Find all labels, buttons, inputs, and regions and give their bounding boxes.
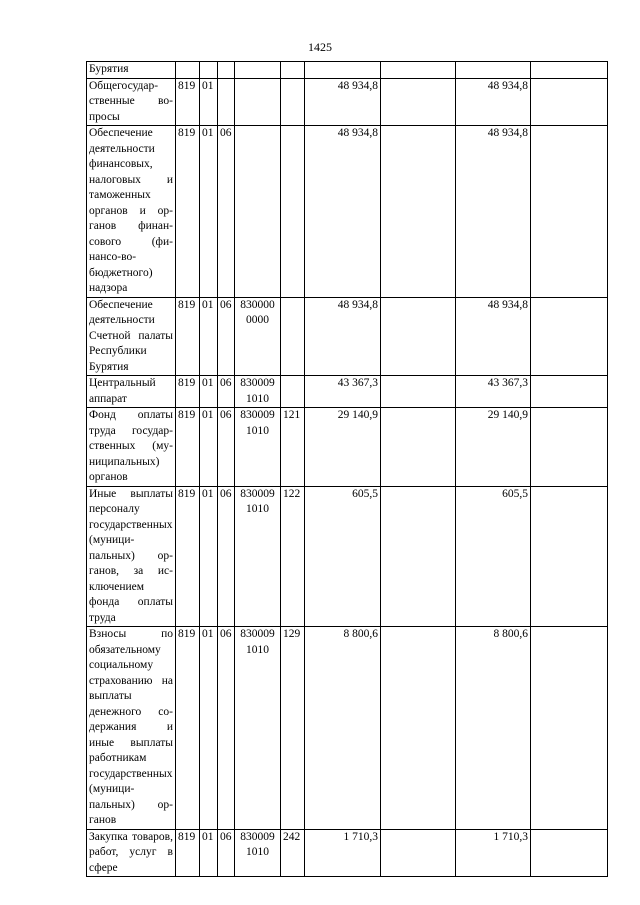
row-sum1-cell: 48 934,8 xyxy=(305,297,381,376)
row-sum2-cell xyxy=(381,126,456,298)
row-sum2-cell xyxy=(381,78,456,126)
row-pr-cell: 06 xyxy=(218,829,235,877)
row-name-cell: Обеспечение деятельности Счетной палаты Республики Бурятия xyxy=(87,297,176,376)
row-sum1-cell: 29 140,9 xyxy=(305,408,381,487)
row-sum2-cell xyxy=(381,486,456,627)
row-csr-cell: 830009 1010 xyxy=(235,376,281,408)
row-vr-cell xyxy=(281,126,305,298)
row-sum4-cell xyxy=(531,376,608,408)
row-sum2-cell xyxy=(381,376,456,408)
row-csr-cell: 830009 1010 xyxy=(235,627,281,830)
row-gr-cell: 819 xyxy=(176,486,200,627)
table-cell xyxy=(531,62,608,79)
page-number: 1425 xyxy=(308,40,332,54)
row-name-cell: Фонд оплаты труда государственных (муниципальных) органов xyxy=(87,408,176,487)
row-gr-cell: 819 xyxy=(176,408,200,487)
budget-table xyxy=(86,61,608,877)
row-vr-cell: 122 xyxy=(281,486,305,627)
row-csr-cell: 830009 1010 xyxy=(235,486,281,627)
table-row xyxy=(87,486,608,627)
row-sum2-cell xyxy=(381,408,456,487)
row-vr-cell: 242 xyxy=(281,829,305,877)
row-sum2-cell xyxy=(381,627,456,830)
row-gr-cell: 819 xyxy=(176,627,200,830)
row-sum1-cell: 43 367,3 xyxy=(305,376,381,408)
row-pr-cell: 06 xyxy=(218,408,235,487)
row-gr-cell: 819 xyxy=(176,297,200,376)
row-pr-cell: 06 xyxy=(218,627,235,830)
table-row xyxy=(87,627,608,830)
table-row xyxy=(87,408,608,487)
row-vr-cell: 129 xyxy=(281,627,305,830)
table-row xyxy=(87,126,608,298)
table-cell xyxy=(305,62,381,79)
row-gr-cell: 819 xyxy=(176,376,200,408)
row-rz-cell: 01 xyxy=(200,627,218,830)
table-cell xyxy=(218,62,235,79)
region-cell: Бурятия xyxy=(87,62,176,79)
row-pr-cell xyxy=(218,78,235,126)
row-gr-cell: 819 xyxy=(176,126,200,298)
row-rz-cell: 01 xyxy=(200,297,218,376)
row-vr-cell xyxy=(281,78,305,126)
row-sum1-cell: 1 710,3 xyxy=(305,829,381,877)
table-cell xyxy=(235,62,281,79)
row-csr-cell xyxy=(235,78,281,126)
row-sum3-cell: 1 710,3 xyxy=(456,829,531,877)
row-gr-cell: 819 xyxy=(176,78,200,126)
row-name-cell: Закупка товаров, работ, услуг в сфере xyxy=(87,829,176,877)
row-vr-cell xyxy=(281,376,305,408)
row-sum4-cell xyxy=(531,78,608,126)
row-sum3-cell: 48 934,8 xyxy=(456,297,531,376)
table-row xyxy=(87,297,608,376)
table-row xyxy=(87,78,608,126)
row-name-cell: Взносы по обязательному социальному страхованию на выплаты денежного содержания и иные выплаты работникам государственных (муниципальных) органов xyxy=(87,627,176,830)
table-row xyxy=(87,376,608,408)
row-sum3-cell: 605,5 xyxy=(456,486,531,627)
row-name-cell: Центральный аппарат xyxy=(87,376,176,408)
table-row xyxy=(87,829,608,877)
row-csr-cell xyxy=(235,126,281,298)
row-sum3-cell: 8 800,6 xyxy=(456,627,531,830)
row-pr-cell: 06 xyxy=(218,297,235,376)
table-cell xyxy=(381,62,456,79)
table-header-row xyxy=(87,62,608,79)
row-rz-cell: 01 xyxy=(200,408,218,487)
row-csr-cell: 830009 1010 xyxy=(235,829,281,877)
table-cell xyxy=(281,62,305,79)
row-pr-cell: 06 xyxy=(218,486,235,627)
row-vr-cell xyxy=(281,297,305,376)
row-sum1-cell: 8 800,6 xyxy=(305,627,381,830)
row-sum2-cell xyxy=(381,297,456,376)
table-cell xyxy=(200,62,218,79)
row-rz-cell: 01 xyxy=(200,78,218,126)
row-name-cell: Иные выплаты персоналу государственных (муниципальных) органов, за исключением фонда оплаты труда xyxy=(87,486,176,627)
row-sum3-cell: 48 934,8 xyxy=(456,78,531,126)
row-sum4-cell xyxy=(531,126,608,298)
row-name-cell: Общегосударственные вопросы xyxy=(87,78,176,126)
table-cell xyxy=(456,62,531,79)
row-pr-cell: 06 xyxy=(218,376,235,408)
row-sum1-cell: 48 934,8 xyxy=(305,126,381,298)
row-sum4-cell xyxy=(531,408,608,487)
row-sum1-cell: 48 934,8 xyxy=(305,78,381,126)
row-sum4-cell xyxy=(531,486,608,627)
table-cell xyxy=(176,62,200,79)
row-rz-cell: 01 xyxy=(200,829,218,877)
row-rz-cell: 01 xyxy=(200,376,218,408)
row-sum1-cell: 605,5 xyxy=(305,486,381,627)
row-sum3-cell: 29 140,9 xyxy=(456,408,531,487)
row-name-cell: Обеспечение деятельности финансовых, налоговых и таможенных органов и органов финансового (финансо-во-бюджетного) надзора xyxy=(87,126,176,298)
row-pr-cell: 06 xyxy=(218,126,235,298)
row-sum4-cell xyxy=(531,829,608,877)
row-rz-cell: 01 xyxy=(200,126,218,298)
row-gr-cell: 819 xyxy=(176,829,200,877)
row-csr-cell: 830000 0000 xyxy=(235,297,281,376)
row-sum3-cell: 48 934,8 xyxy=(456,126,531,298)
row-vr-cell: 121 xyxy=(281,408,305,487)
row-sum2-cell xyxy=(381,829,456,877)
row-sum3-cell: 43 367,3 xyxy=(456,376,531,408)
row-rz-cell: 01 xyxy=(200,486,218,627)
row-sum4-cell xyxy=(531,627,608,830)
row-csr-cell: 830009 1010 xyxy=(235,408,281,487)
row-sum4-cell xyxy=(531,297,608,376)
